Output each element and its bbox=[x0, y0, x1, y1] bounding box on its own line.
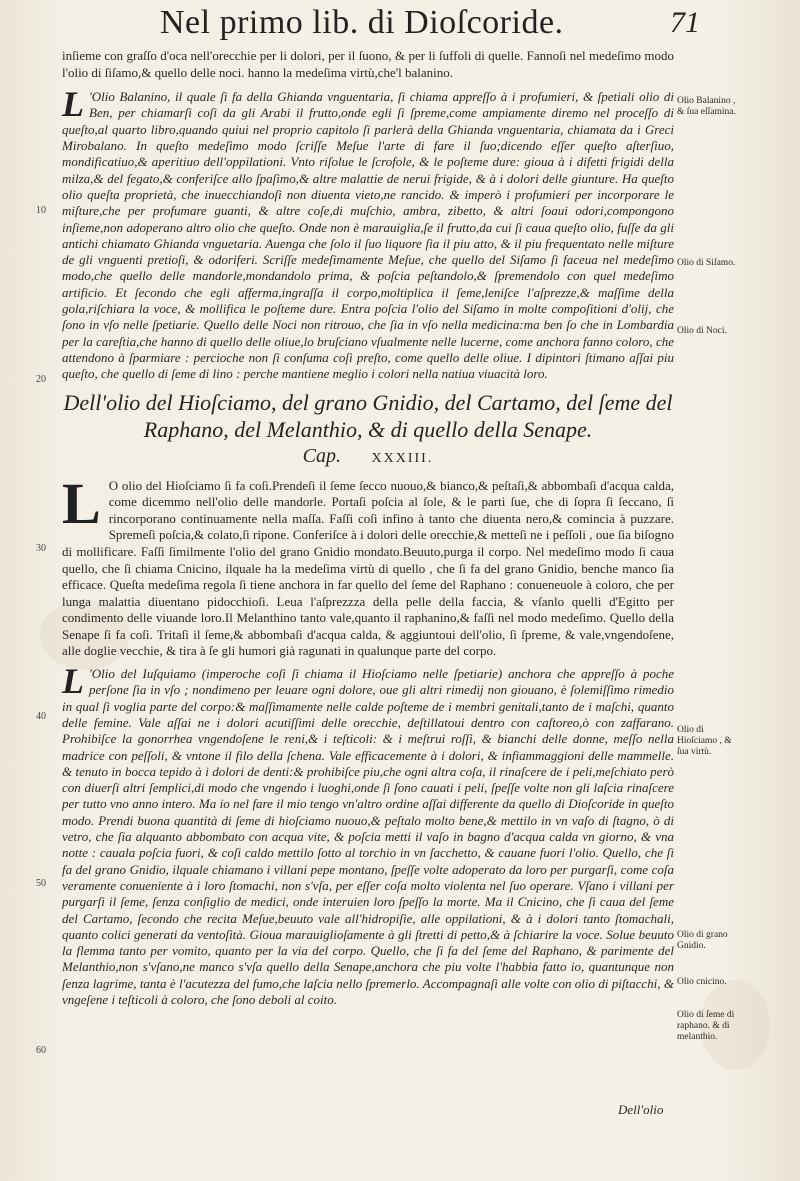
margin-note: Olio di grano Gnidio. bbox=[677, 930, 728, 951]
line-number: 60 bbox=[36, 1045, 46, 1056]
margin-note: Olio di Hioſciamo , & ſua virtù. bbox=[677, 725, 732, 757]
catchword: Dell'olio bbox=[618, 1102, 664, 1117]
line-number: 30 bbox=[36, 543, 46, 554]
dioscorides-text-continued: inſieme con graſſo d'oca nell'orecchie per li dolori, per il ſuono, & per li ſuffoli di quelle. Fannoſi nel medeſimo modo l'olio di ſiſamo,& quello delle noci. hanno la medeſima virtù,che'l balanino. bbox=[62, 48, 674, 80]
chapter-text: O olio del Hioſciamo ſi fa coſi.Prendeſi il ſeme ſecco nuouo,& bianco,& peſtaſi,& abbombaſi d'acqua calda, come dicemmo nell'olio delle mandorle. Portaſi poſcia al ſole, & le parti ſue, che di ſopra ſi ſeccano, ſi rincorporano continuamente nella maſſa. Faſſi coſi infino à tanto che diuenta nero,& comincia à puzzare. Spremeſi poſcia,& colato,ſi ripone. Conferiſce à i dolori delle orecchie,& metteſi ne i peſſoli , oue ſia biſogno di mollificare. Faſſi ſimilmente l'olio del grano Gnidio mondato.Beuuto,purga il corpo. Nel medeſimo modo ſi caua quello, che ſi chiama Cnicino, ilquale ha la medeſima virtù di quello , che ſi fa del grano Gnidio, benche manco ſia efficace. Queſta medeſima regola ſi tiene anchora in far quello del ſeme del Raphano : conueneuole à coloro, che per lunga malattia diuentano pidocchioſi. Leua l'aſprezzza della pelle della faccia, & vſanlo quelli d'Egitto per condimento delle viuande loro.Il Melanthino tanto vale,quanto il raphanino,& faſſi nel modo medeſimo. Quello della Senape ſi fa coſi. Tritaſi il ſeme,& abbombaſi d'acqua calda, & aggiuntoui dell'olio, ſi ſpreme, & vale,vngendoſene, alle doglie vecchie, & tira à ſe gli humori già ragunati in qualunque parte del corpo. bbox=[62, 477, 674, 659]
margin-note: Olio cnicino. bbox=[677, 977, 727, 987]
line-number: 40 bbox=[36, 711, 46, 722]
chapter-title: Dell'olio del Hioſciamo, del grano Gnidio, del Cartamo, del ſeme del Raphano, del Melanthio, & di quello della Senape. bbox=[63, 389, 673, 442]
commentary-hiosciamo bbox=[62, 661, 674, 1008]
chapter-roman-numeral: XXXIII. bbox=[371, 450, 434, 466]
commentary-text: 'Olio del Iuſquiamo (imperoche coſi ſi chiama il Hioſciamo nelle ſpetiarie) anchora che appreſſo à poche perſone ſia in vſo ; nondimeno per leuare ogni dolore, oue gli altri rimedij non giouano, è ſolemiſſimo rimedio in qual ſi voglia parte del corpo:& maſſimamente nelle calde poſteme de i membri genitali,tanto de i maſchi, quanto delle femine. Vale aſſai ne i dolori acutiſſimi delle orecchie, deſtillatoui dentro con caſtoreo,ò con zaffarano. Prohibiſce la gonorrhea vngendoſene le reni,& i teſticoli: & i meſtrui roſſi, & bianchi delle donne, meſſo nella madrice con peſſoli, & vntone il filo della ſchena. Vale efficacemente à i dolori, & infiammaggioni delle mammelle. & tenuto in bocca tepido à i dolori de denti:& prohibiſce piu,che ogni altra coſa, il rinaſcere de i peli,meſchiato però con diuerſi altri ſemplici,di modo che vngendo i luoghi,onde ſi ſono cauati i peli, ſpeſſe volte non gli laſcia rinaſcere per tutto vno anno intero. Ma io nel fare il mio tengo vn'altro ordine aſſai differente da quello di Dioſcoride in queſto modo. Prendi buona quantità di ſeme di hioſciamo nuouo,& peſtalo molto bene,& mettilo in vn vaſo di ſtagno, ò di vetro, che ſia alquanto abbombato con acqua vite, & poſcia metti il vaſo in bagno d'acqua calda vn giorno, & vna notte : cauala poſcia fuori, & coſi caldo mettilo ſotto al torchio in vn ſacchetto, & cauane fuori l'olio. Quello, che ſi fa del grano Gnidio, ilquale chiamano i villani pepe montano, ſpeſſe volte adoperato da loro per purgarſi, come coſa veramente conueniente à i loro ſtomachi, non s'vſa, per eſſer coſa molto violenta nel ſuo operare. Vſano i villani per purgarſi il ſeme, ſenza conſiglio de medici, onde interuien loro ſpeſſo la morte. Ma il Cnicino, che ſi caua del ſeme del Cartamo, ſecondo che recita Meſue,beuuto vale all'hidropiſie, alle oppilationi, & à i dolori tanto ſtomachali, quanto colici generati da ventoſità. Gioua marauiglioſamente à gli ſtretti di petto,& à ſchiarire la voce. Solue beuuto la flemma tanto per vomito, quanto per la via del corpo. Quello, che ſi fa del ſeme del Raphano, & parimente del Melanthio,non s'vſano,ne manco s'vſa quello della Senape,anchora che piu volte l'habbia fatto io, quantunque non ſenza lagrime, tanta è l'acutezza del fumo,che laſcia nello ſpremerlo. Accompagnaſi alle volte con olio di piſtacchi, & vngeſene i teſticoli à coloro, che ſono deboli al coito. bbox=[62, 666, 674, 1007]
line-number: 10 bbox=[36, 205, 46, 216]
chapter-label: Cap. bbox=[302, 444, 341, 467]
folio-number: 71 bbox=[670, 6, 700, 39]
line-number: 20 bbox=[36, 374, 46, 385]
drop-capital: L bbox=[62, 470, 101, 536]
drop-capital: L bbox=[62, 661, 84, 702]
margin-note: Olio Balanino , & ſua eſſamina. bbox=[677, 96, 736, 117]
running-title: Nel primo lib. di Dioſcoride. bbox=[160, 4, 564, 41]
dioscorides-chapter-text bbox=[62, 470, 674, 661]
drop-capital: L bbox=[62, 84, 84, 125]
page-header bbox=[160, 4, 700, 46]
commentary-balanino bbox=[62, 84, 674, 382]
main-text bbox=[62, 48, 674, 1008]
margin-note: Olio di ſeme di raphano. & di melanthio. bbox=[677, 1010, 735, 1042]
line-number: 50 bbox=[36, 878, 46, 889]
commentary-text: 'Olio Balanino, il quale ſi fa della Ghianda vnguentaria, ſi chiama appreſſo à i profumieri, & ſpetiali olio di Ben, per chiamarſi coſi da gli Arabi il frutto,onde egli ſi ſpreme,come ampiamente diremo nel proceſſo di queſto,al quarto libro,quando quiui nel proprio capitolo ſi parlerà della Ghianda vnguentaria, chiamata da i Greci Mirobalano. In queſto medeſimo modo ſcriſſe Meſue l'arte di fare il ſuo;dicendo eſſer queſto aſterſiuo, mondificatiuo,& aperitiuo dell'oppilationi. Vnto riſolue le ſcrofole, & le poſteme dure: gioua à i difetti frigidi della milza,& del fegato,& conferiſce allo ſpaſimo,& altre malattie de nerui frigide, & à i dolori delle giunture. Ha queſto olio queſta proprietà, che inuecchiandoſi non diuenta vieto,ne rancido. & imperò i profumieri per incorporare le miſture,che per profumare guanti, & altre coſe,di muſchio, ambra, zibetto, & altri ſoaui odori,compongono inſieme,non adoperano altro olio che queſto. Onde non è marauiglia,ſe il frutto,da cui ſi caua queſto olio, fuſſe da gli antichi chiamato Ghianda vnguetaria. Auenga che ſolo il ſuo liquore ſia il piu atto, & il piu frequentato nelle miſture de gli vnguenti pretioſi, & odoriferi. Scriſſe medeſimamente Meſue, che quello del Siſamo ſi faceua nel medeſimo modo,che quello delle mandorle,mondandolo prima, & poſcia peſtandolo,& ſpremendolo con quel medeſimo artificio. Et ſecondo che egli afferma,ingraſſa il corpo,moltiplica il ſeme,leniſce l'aſprezze,& maſſime della gola,riſchiara la voce, & mollifica le poſteme dure. Entra poſcia l'olio del Siſamo in molte compoſitioni d'olij, che ſono in vſo nelle ſpetiarie. Quello delle Noci non ritrouo, che ſia in vſo nella medicina:ma ben ſo che in Lombardia per la careſtia,che hanno di quello delle oliue,lo bruſciano vſualmente nelle lucerne, come anchora fanno coloro, che attendono à ſparmiare : percioche non ſi conſuma coſi preſto, come quello delle oliue. I dipintori ſtimano aſſai piu queſto, che quello di ſeme di lino : perche mantiene meglio i colori nella natiua viuacità loro. bbox=[62, 89, 674, 382]
margin-note: Olio di Siſamo. bbox=[677, 258, 736, 268]
margin-note: Olio di Noci. bbox=[677, 326, 727, 336]
chapter-number bbox=[62, 445, 674, 470]
